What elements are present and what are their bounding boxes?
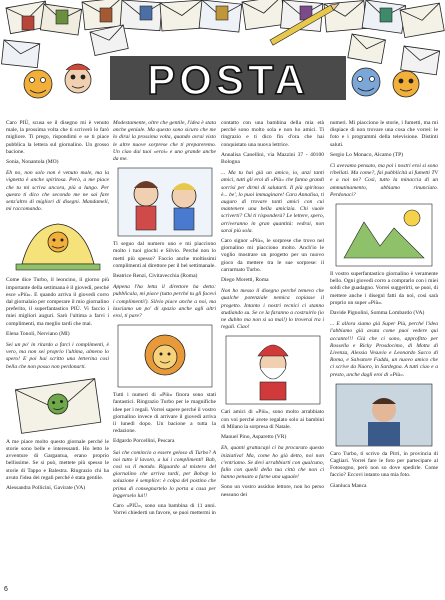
header-title: POSTA [147,56,309,103]
reply-edgardo: Sai che comincio a essere geloso di Turbo? A noi tutto il lavoro, a lui i complimenti! Bah, così va il mondo. Riguardo al mistero del giornalino che arriva tardi, per Bobop lo soluzione è semplice: è colpa del postino che prima di consegnartelo lo porta a casa per leggerselo lui!! [113,449,216,499]
letter-gianluca-signature: Gianluca Manca [330,482,367,489]
lion-turbo-illustration [116,323,214,389]
column-3 [221,120,324,502]
letter-beatrice-signature: Beatrice Renzi, Civitavecchia (Roma) [113,273,198,280]
letter-drawing-illustration [12,216,104,274]
letter-diego: Caro signor «Più», le sorprese che trovo nel giornalino mi piacciono molto. Anch'io le voglio mostrare un progetto per un nuovo gioco da mettere tra le sue sorprese: il carrarmato Turbo. [221,238,324,273]
reply-manuel: Eh, quanti grattacapi ci ha procurato questo iniziativa! Ma, come ho già detto, noi non c'entriamo. Se devi arrabbiarti con qualcuno, fallo con quelli della tua città che non ci hanno pensato a farne una uguale! [221,445,324,481]
letter-gianluca: Caro Turbo, ti scrivo da Pirri, in provincia di Cagliari. Vorrei fare le foto per partecipare al Fotosogno, però non so dove spedirle. Come faccio? Eccovi intanto una mia foto. [330,450,438,479]
letter-elena-signature: Elena Tonoli, Nerviano (MI) [6,330,70,337]
header-illustration [0,0,445,118]
letter-manuel-signature: Manuel Pino, Asparetto (VR) [221,434,287,441]
letter-sergio-signature: Sergio Lo Monaco, Alcamo (TP) [330,151,404,158]
column-1 [6,120,109,496]
kids-illustration [116,166,214,238]
reader-photo [334,382,434,448]
letter-edgardo: Tutti i numeri di «Più» finora sono stati fantastici. Ringrazio Turbo per le magnifiche idee per i regali. Vorrei sapere perché il vostro giornalino invece di arrivare il giovedì arriva il lunedì dopo. Un bacione a tutta la redazione. [113,392,216,435]
santa-claus-illustration [224,334,322,406]
letter-davide: Il vostro superfantastico giornalino è veramente bello. Ogni giovedì corro a comprarlo con i miei soldi che guadagno. Vorrei suggerirti, se puoi, di mettere anche i disegni fatti da noi, così sarà proprio un super «Più». [330,271,438,306]
reply-alessandra: Modestamente, oltre che gentile, l'idea è stata anche geniale. Ma questo sono sicuro che me lo dirai la prossima volta, quando avrai visto le altre nuove sorprese che ti prepareremo. Un ciao dai tuoi «eroi» e uno grande anche da me. [113,120,216,163]
letter-annalisa-start: Caro «PIÙ», sono una bambina di 11 anni. Vorrei chiederti un favore, se puoi mettermi in [113,503,216,517]
letter-sonia-signature: Sonia, Nonantola (MO) [6,159,59,166]
reply-sergio: Ci avevamo pensato, ma poi i nostri eroi si sono ribellati. Ma come?, fai pubblicità ai fumetti TV e a noi no? Così, tutto la minaccia di un ammutinamento, abbiamo rinunciato. Perdonaci? [330,163,438,198]
letter-manuel: Cari amici di «Più», sono molto arrabbiato con voi perché avete regalato solo ai bambini di Milano la sorpresa di Natale. [221,409,324,430]
letter-annalisa-end: contatto con una bambina della mia età perché sono molto sola e non ho amici. Ti ringrazio e ti dico fin d'ora che hai conquistato una nuova lettrice. [221,120,324,148]
letter-edgardo-signature: Edgardo Porcellini, Pescara [113,438,175,445]
letter-sergio-end: numeri. Mi piacciono le storie, i fumetti, ma mi dispiace di non trovare una cosa che vorrei: le foto e i programmi della televisione. Distinti saluti. [330,120,438,148]
letter-beatrice: Ti seguo dal numero uno e mi piacciono molto i tuoi giochi e Silvio. Perché non lo metti più spesso? Faccio anche moltissimi complimenti al direttore per il bel settimanale. [113,241,216,269]
letter-alessandra-signature: Alessandra Pollicini, Gavirate (VA) [6,485,86,492]
reply-davide: ... E allora siamo già Super Più, perché l'idea l'abbiamo già avuta come puoi vedere qui accanto!!! Già che ci sono, approfitto per Rossella e Ricky Prosdocimo, di Motta di Livenza, Alessia Vesuvio e Leonardo Sacco di Roma, e Salvatore Fadda, un nuovo amico che ci scrive da Nuoro, in Sardegna. A tutti ciao e a presto, anche dagli eroi di «Più». [330,321,438,378]
page-number: 6 [4,586,8,593]
reader-drawing-illustration [334,202,434,268]
reply-annalisa: ... Ma tu hai già un amico, io, anzi tanti amici, tutti gli eroi di «Più» che fanno grandi sorrisi per dirmi di salutarti. Il più spiritoso è... be', lo puoi immaginare! Cara Annalisa, ti auguro di trovare tanti amici con cui mantenere una bella amicizia. Chi vuole scriverti? Chi ti risponderà? Le lettere, spero, arriveranno in gran quantità: vedrai, non sarai più sola. [221,170,324,234]
reply-sonia: Eh no, non solo non è venuto male, ma la vignetta è anche spiritosa. Però, a me piace che tu mi scriva ancora, più a lungo. Per questo ti dico che secondo me ne sai fare senz'altro di migliori di disegni. Mandameli, mi raccomando. [6,170,109,213]
letter-sonia: Caro PIÙ, scusa se il disegno mi è venuto male, la prossima volta che ti scriverò lo farò migliore. Ti prego, rispondimi e se ti piace pubblica la lettera sul giornalino. Un grosso bacione. [6,120,109,155]
letter-diego-signature: Diego Moretti, Roma [221,277,269,284]
letter-sergio-start: Sono un vostro assiduo lettore, non ho perso nessuno dei [221,484,324,498]
letter-davide-signature: Davide Pignolini, Somma Lombardo (VA) [330,310,425,317]
column-4 [330,120,438,494]
posta-header [0,0,445,118]
column-2 [113,120,216,521]
envelope-cartoon-illustration [10,374,106,436]
reply-beatrice: Appena l'ha letta il direttore ha detto: pubblicala, mi piace (tutto perché tu gli facevi i complimenti!). Silvio piace anche a noi, ma lasciamo un po' di spazio anche agli altri eroi, ti pare? [113,284,216,320]
reply-diego: Non ho messo il disegno perché temevo che qualche potenziale nemica copiasse il progetto. Intanto i nostri tecnici ci stanno studiando su. Se ce la faranno a costruirlo (io ne dubito ma non si sa mai!) lo troverai tra i regali. Ciao! [221,288,324,331]
letter-annalisa-signature: Annalisa Canellini, via Mazzini 37 - 40100 Bologna [221,151,324,166]
reply-elena: Sei un po' in ritardo a farci i complimenti, è vero, ma non sei proprio l'ultima, almeno lo spero! E poi hai scritto una letterina così bella che non posso non perdonarti. [6,342,109,370]
letter-elena: Come dice Turbo, il leoncino, il giorno più importante della settimana è il giovedì, perché esce «Più». E quando arriva il giovedì corro dal giornalaio per comperare il mio giornalino preferito, il superfantastico PIÙ. Vi faccio i miei migliori auguri. Sarò l'ultima a farvi i complimenti, ma meglio tardi che mai. [6,277,109,327]
letter-alessandra: A me piace molto questo giornale perché le storie sono belle e interessanti. Ho letto le avventure di Gargantua, erano proprio bellissime. Se si può, mettete più spesso le storie di Tappo e Balestra. Ringrazio chi ha avuto l'idea dei regali perché è stata gentile. [6,438,109,481]
